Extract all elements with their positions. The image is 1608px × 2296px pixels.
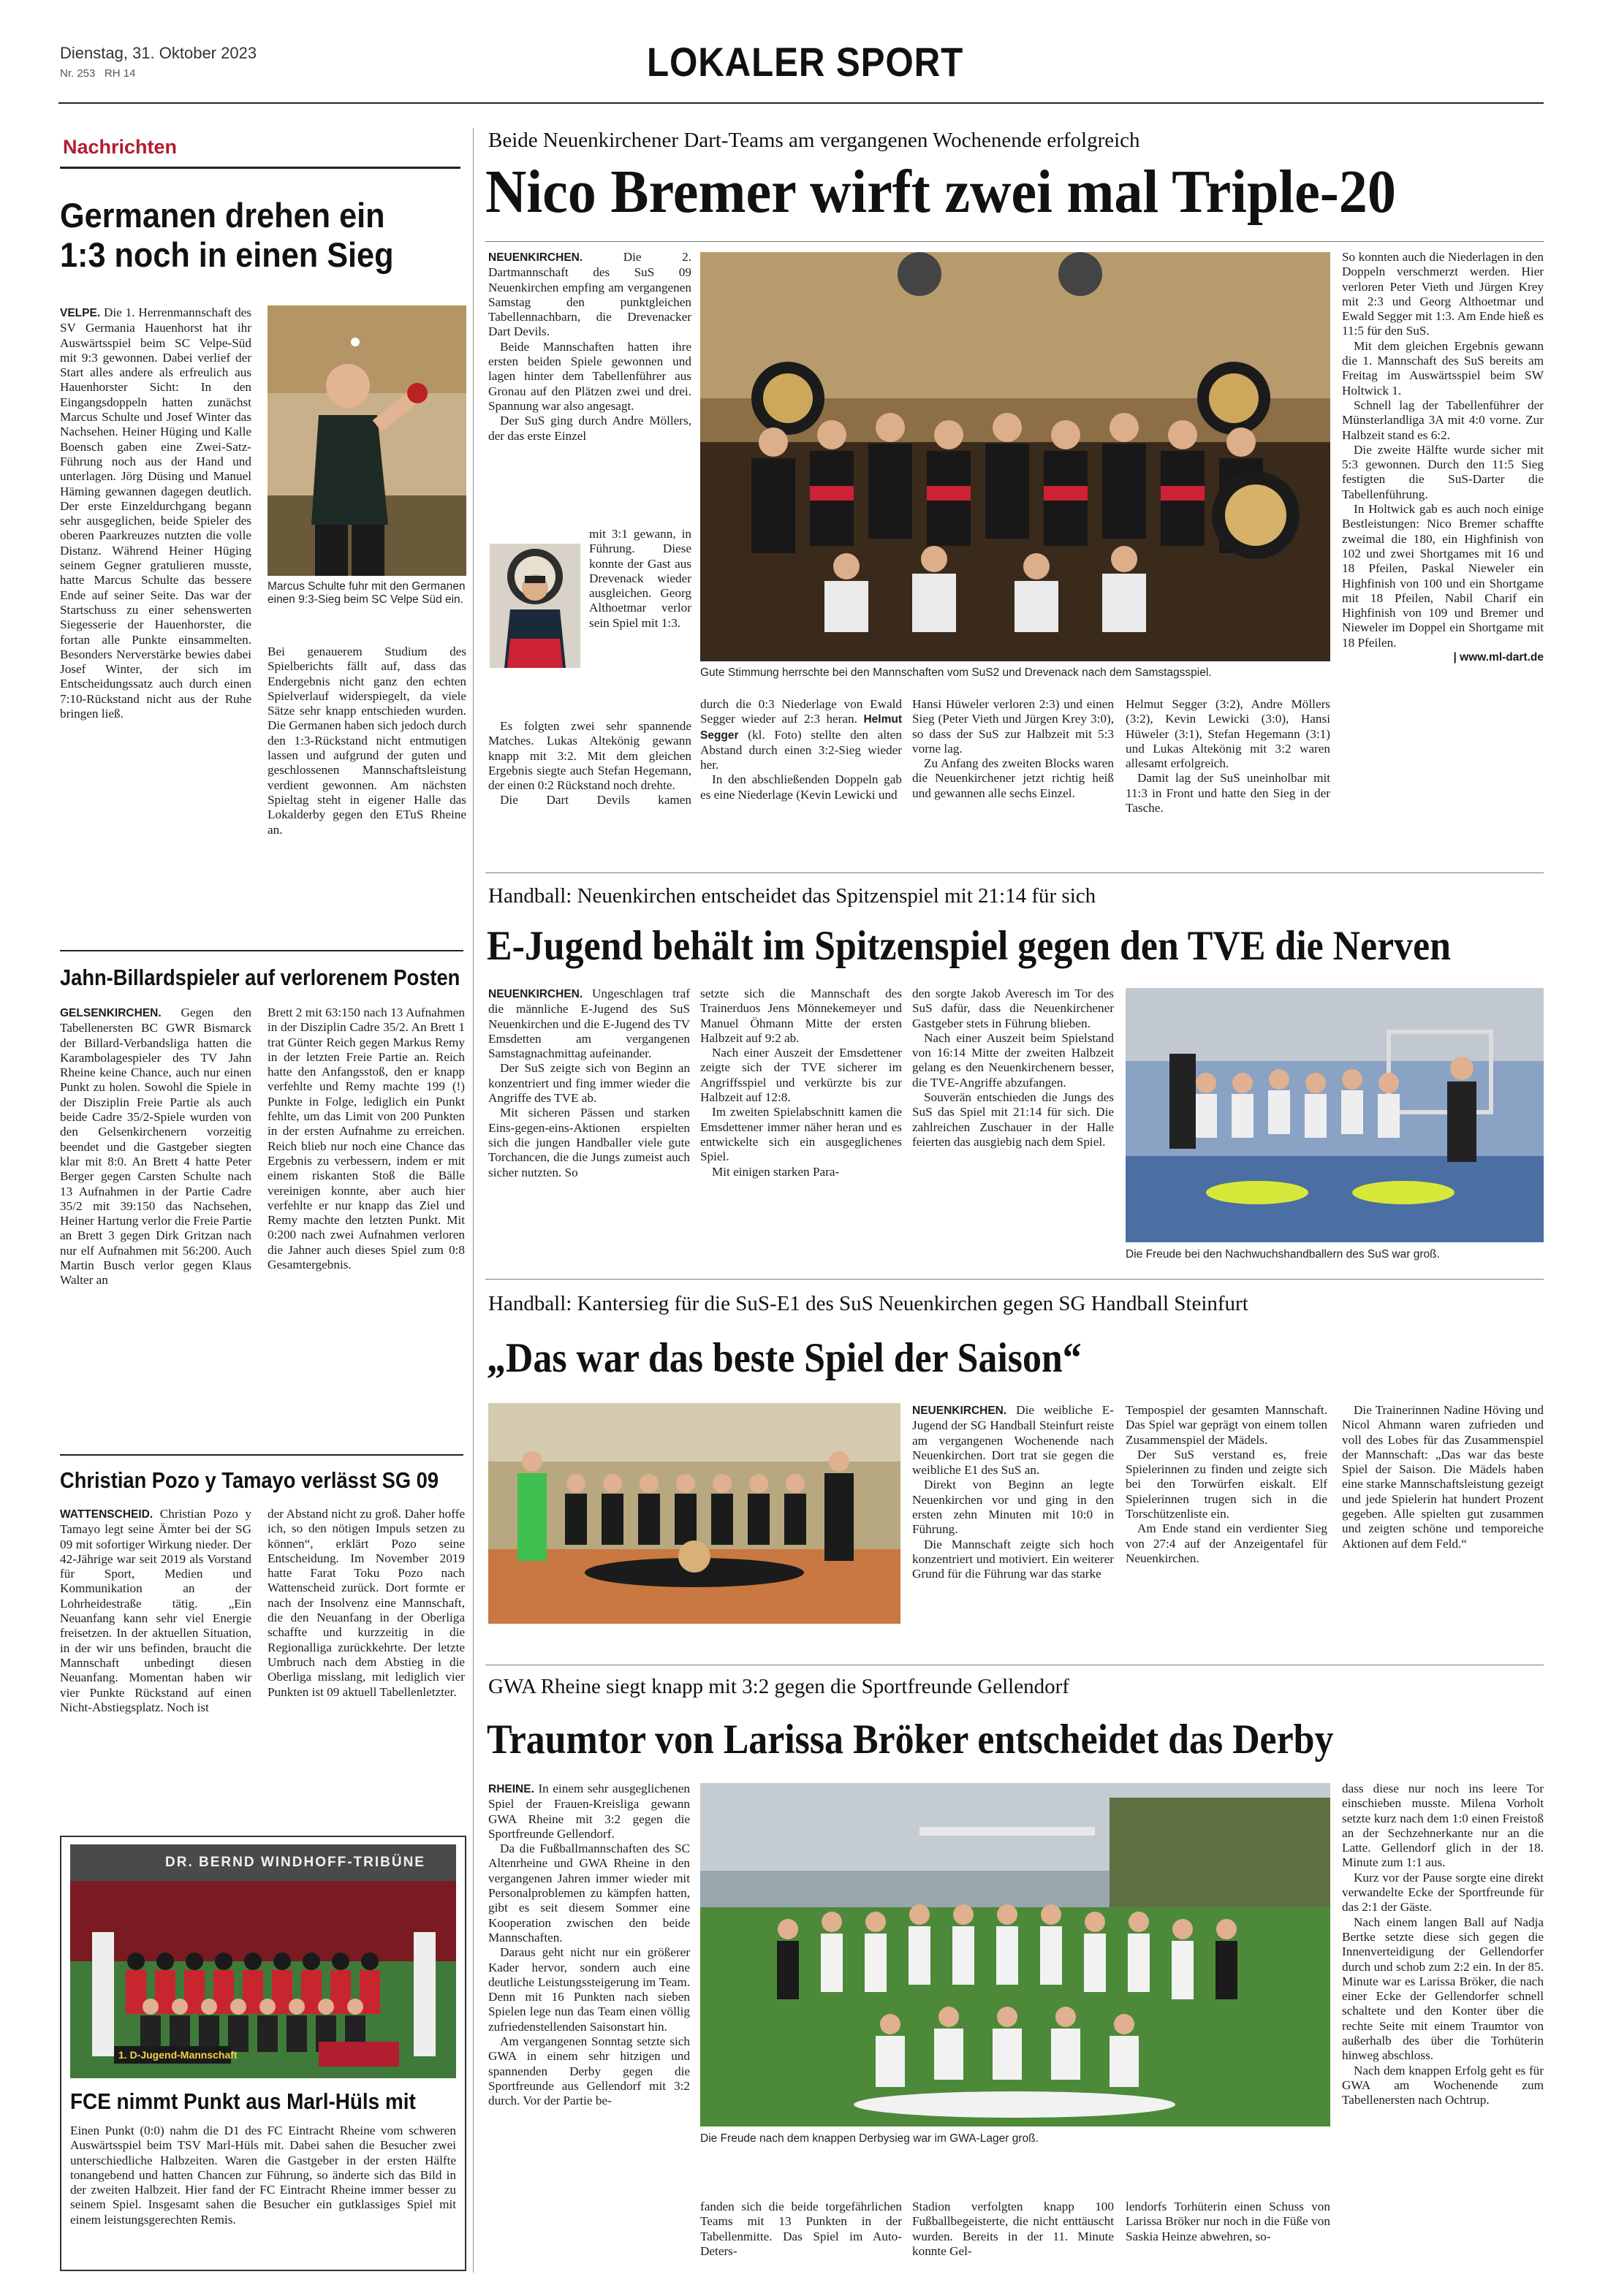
hb1-col2: [700, 987, 902, 1179]
hb1-col3: [912, 987, 1114, 1149]
dart-kicker: Beide Neuenkirchener Dart-Teams am vergangenen Wochenende erfolgreich: [488, 129, 1140, 152]
body-text: Die 1. Herrenmannschaft des SV Germania Hauenhorst hat ihr Auswärtsspiel beim SC Velpe-Süd mit 9:3 gewonnen. Dabei verlief der Start alles andere als erfreulich aus Hauenhorster Sicht: In den Eingangsdoppeln hatten zunächst Marcus Schulte und Josef Winter das Nachsehen. Heiner Hüging und Kalle Boensch gaben eine Zwei-Satz-Führung noch aus der Hand und unterlagen. Jörg Düsing und Manuel Häming gewannen dagegen deutlich. Der erste Einzeldurchgang begann sehr ausgeglichen, beide Spieler des oberen Paarkreuzes nutzten die volle Distanz. Während Heiner Hüging seinem Gegner gratulieren musste, hatte Marcus Schulte das bessere Ende auf seiner Seite. Das war der Startschuss zu einer sehenswerten Siegesserie der Hauenhorster, die fortan alle Punkte einsammelten. Besonders Nerverstärke bewies dabei Josef Winter, der sich im Entscheidungssatz auch durch einen 7:10-Rückstand nicht aus der Ruhe bringen ließ.: [60, 305, 251, 721]
gwa-col-right: [1342, 1782, 1544, 2108]
hb1-col1: [488, 987, 690, 1180]
issue-number: Nr. 253: [60, 67, 96, 80]
body-text: Die Dart Devils kamen: [500, 793, 691, 807]
nachrichten-label: Nachrichten: [63, 136, 178, 158]
body-text: Der SuS ging durch Andre Möllers, der das erste Einzel: [488, 414, 691, 443]
gwa-kicker: GWA Rheine siegt knapp mit 3:2 gegen die Sportfreunde Gellendorf: [488, 1675, 1069, 1698]
header-date: Dienstag, 31. Oktober 2023: [60, 44, 257, 62]
dart-col4: [1126, 697, 1330, 816]
dateline: WATTENSCHEID.: [60, 1508, 153, 1521]
body-text: Am vergangenen Sonntag setzte sich GWA in einem sehr hitzigen und spannenden Derby gegen die Sportfreunde aus Gellendorf mit 3:2 durch. Vor der Partie be-: [488, 2034, 690, 2108]
body-text: Nach einem langen Ball auf Nadja Bertke setzte diese sich gegen die Innenverteidigung der Gellendorfer durch und schob zum 2:2 ein. In der 85. Minute war es Larissa Bröker, die nach einer Ecke der Gellendorfer schnell schaltete und den Konter über die rechte Seite mit einem Traumtor von außerhalb des über die Torhüterin hinweg abschloss.: [1342, 1915, 1544, 2063]
body-text: Direkt von Beginn an legte Neuenkirchen vor und ging in den ersten zehn Minuten mit 10:0 in Führung.: [912, 1478, 1114, 1537]
body-text: Kurz vor der Pause sorgte eine direkt verwandelte Ecke der Sportfreunde für das 2:1 der Gäste.: [1342, 1870, 1544, 1915]
body-text: den sorgte Jakob Averesch im Tor des SuS dafür, dass die Neuenkirchener Gastgeber stets in Führung blieben.: [912, 987, 1114, 1030]
article-body2-germanen: Bei genauerem Studium des Spielberichts fällt auf, dass das Endergebnis nicht ganz den echten Spielverlauf widerspiegelt, da viele Sätze sehr knapp entschieden wurden. Die Germanen haben sich jedoch durch den 1:3-Rückstand nicht entmutigen lassen und aufgrund der guten und geschlossenen Mannschaftsleistung verdient gewonnen. Am nächsten Spieltag steht in eigener Halle das Lokalderby gegen den ETuS Rheine an.: [268, 645, 466, 837]
body-text: Helmut Segger (3:2), Andre Möllers (3:2), Kevin Lewicki (3:0), Hansi Hüweler (3:1), Stefan Hegemann (3:1) und Lukas Altekönig mit 3:2 waren allesamt erfolgreich.: [1126, 697, 1330, 771]
dart-col1-top: [488, 250, 691, 444]
body-text: (kl. Foto) stellte den alten Abstand durch einen 3:2-Sieg wieder her.: [700, 727, 903, 772]
body-text: Zu Anfang des zweiten Blocks waren die Neuenkirchener jetzt richtig heiß und gewannen alle sechs Einzel.: [912, 756, 1114, 800]
body-text: Im zweiten Spielabschnitt kamen die Emsdettener immer näher heran und es entwickelte sich ein ausgeglichenes Spiel.: [700, 1105, 902, 1164]
body-text: Tempospiel der gesamten Mannschaft. Das Spiel war geprägt von einem tollen Zusammenspiel der Mädels.: [1126, 1403, 1327, 1447]
dart-col2: [700, 697, 902, 802]
body-text: Am Ende stand ein verdienter Sieg von 27:4 auf der Anzeigentafel für Neuenkirchen.: [1126, 1521, 1327, 1565]
divider: [485, 1279, 1544, 1280]
photo-caption-hb1: Die Freude bei den Nachwuchshandballern des SuS war groß.: [1126, 1248, 1440, 1261]
article-body-germanen: [60, 305, 251, 721]
body-text: Es folgten zwei sehr spannende Matches. Lukas Altekönig gewann knapp mit 3:2. Mit dem gleichen Ergebnis siegte auch Stefan Hegemann, der einen 0:2 Rückstand noch drehte.: [488, 719, 691, 793]
dateline: RHEINE.: [488, 1783, 534, 1795]
photo-dart-player: [490, 544, 580, 668]
team-sign: 1. D-Jugend-Mannschaft: [118, 2049, 238, 2061]
article-body2-pozo: der Abstand nicht zu groß. Daher hoffe ich, so den nötigen Impuls setzen zu können“, erklärt Pozo seine Entscheidung. Im November 2019 hatte Farat Toku Pozo nach Wattenscheid zurück. Dort formte er nach der Insolvenz eine Mannschaft, die den Neuanfang in der Oberliga schaffte und kurzzeitig in die Regionalliga zurückkehrte. Der letzte Umbruch nach dem Abstieg in die Oberliga misslang, mit lediglich vier Punkten ist 09 aktuell Tabellenletzter.: [268, 1507, 465, 1699]
body-text: Mit sicheren Pässen und starken Eins-gegen-eins-Aktionen erspielten sich die jungen Handballer viele gute Torchancen, die die Jungs zumeist auch sicher nutzten. So: [488, 1106, 690, 1179]
page-code: RH 14: [104, 67, 136, 80]
body-text: Die Trainerinnen Nadine Höving und Nicol Ahmann waren zufrieden und voll des Lobes für das Zusammenspiel der Mannschaft: „Das war das beste Spiel der Saison. Die Mädels haben eine starke Mannschaftsleistung gezeigt und jede Spielerin hat hundert Prozent gegeben. Alle spielten gut zusammen und zeigten schöne und temporeiche Aktionen auf dem Feld.“: [1342, 1403, 1544, 1551]
dateline: VELPE.: [60, 307, 101, 319]
divider: [60, 1454, 463, 1456]
body-text: Die 2. Dartmannschaft des SuS 09 Neuenkirchen empfing am vergangenen Samstag den punktgleichen Tabellennachbarn, die Drevenacker Dart Devils.: [488, 250, 691, 339]
dart-headline: Nico Bremer wirft zwei mal Triple-20: [485, 158, 1396, 226]
body-text: Beide Mannschaften hatten ihre ersten beiden Spiele gewonnen und lagen hinter dem Tabellenführer aus Gronau auf den Plätzen zwei und drei. Spannung war also angesagt.: [488, 339, 691, 413]
photo-fce-team: [70, 1844, 456, 2078]
gwa-col2: fanden sich die beide torgefährlichen Teams mit 13 Punkten in der Tabellenmitte. Das Spiel im Auto-Deters-: [700, 2200, 902, 2258]
photo-credit: Helmut Segger: [700, 713, 902, 742]
hb1-headline: E-Jugend behält im Spitzenspiel gegen den TVE die Nerven: [487, 923, 1451, 969]
body-text: setzte sich die Mannschaft des Trainerduos Jens Mönnekemeyer und Manuel Öhmann Mitte der ersten Halbzeit auf 9:2 ab.: [700, 987, 902, 1045]
article-body-pozo: [60, 1507, 251, 1715]
article-title-billard: Jahn-Billardspieler auf verlorenem Posten: [60, 965, 460, 990]
dateline: GELSENKIRCHEN.: [60, 1007, 162, 1019]
body-text: Die weibliche E-Jugend der SG Handball Steinfurt reiste am vergangenen Wochenende nach Neuenkirchen. Dort trat sie gegen die weibliche E1 des SuS an.: [912, 1403, 1114, 1478]
dart-col-right: [1342, 250, 1544, 665]
body-text: Nach einer Auszeit beim Spielstand von 16:14 Mitte der zweiten Halbzeit gelang es den Neuenkirchenern besser, die TVE-Angriffe abzufangen.: [912, 1030, 1114, 1090]
body-text: Nach dem knappen Erfolg geht es für GWA am Wochenende zum Tabellenersten nach Ochtrup.: [1342, 2063, 1544, 2107]
stadium-banner: DR. BERND WINDHOFF-TRIBÜNE: [165, 1855, 425, 1870]
body-text: dass diese nur noch ins leere Tor einschieben musste. Milena Vorholt setzte kurz nach dem 1:0 einen Freistoß an der Sechzehnerkante nur an die Latte. Gellendorf glich in der 18. Minute zum 1:1 aus.: [1342, 1782, 1544, 1870]
hb2-col1: [912, 1403, 1114, 1582]
left-column-divider: [473, 128, 474, 2273]
dateline: NEUENKIRCHEN.: [488, 988, 583, 1000]
body-text: In einem sehr ausgeglichenen Spiel der Frauen-Kreisliga gewann GWA Rheine mit 3:2 gegen die Sportfreunde Gellendorf.: [488, 1782, 690, 1841]
body-text: In Holtwick gab es auch noch einige Bestleistungen: Nico Bremer schaffte zweimal die 180, ein Highfinish von 102 und zwei Shortgames mit 16 und 18 Pfeilen, Paskal Nieweler ein Highfinish von 100 und ein Shortgame mit 18 Pfeilen, Nabil Charif ein Highfinish von 109 und Bremer und Nieweler im Doppel ein Shortgame mit 18 Pfeilen.: [1342, 502, 1544, 650]
photo-handball-girls: [488, 1403, 900, 1624]
body-text: Der SuS zeigte sich von Beginn an konzentriert und fing immer wieder die Angriffe des TVE ab.: [488, 1061, 690, 1106]
photo-handball-boys: [1126, 988, 1544, 1242]
article-title-fce: FCE nimmt Punkt aus Marl-Hüls mit: [70, 2088, 416, 2114]
body-text: Souverän entschieden die Jungs des SuS das Spiel mit 21:14 für sich. Die zahlreichen Zuschauer in der Halle feierten das ausgiebig nach dem Spiel.: [912, 1090, 1114, 1149]
header-issue: [60, 67, 135, 80]
dart-col3: [912, 697, 1114, 801]
article-body2-billard: Brett 2 mit 63:150 nach 13 Aufnahmen in der Disziplin Cadre 35/2. An Brett 1 trat Günter Reich gegen Markus Remy in der letzten Freie Partie an. Reich hatte den Anfangsstoß, den er knapp verfehlte und Remy machte 199 (!) Punkte in Folge, lediglich ein Punkt fehlte, um das Limit von 200 Punkten in der ersten Aufnahme zu erreichen. Reich blieb nur noch eine Chance das Ergebnis zu verbessern, indem er mit einem riskanten Stoß die Bälle vereinigen konnte, aber auch hier verfehlte er nur knapp das Ziel und Remy machte den letzten Punkt. Mit 0:200 nach zwei Aufnahmen verloren die Jahner auch dieses Spiel zum 0:8 Gesamtergebnis.: [268, 1006, 465, 1272]
nachrichten-rule: [60, 167, 460, 169]
photo-caption-germanen: Marcus Schulte fuhr mit den Germanen einen 9:3-Sieg beim SC Velpe Süd ein.: [268, 580, 466, 606]
body-text: Da die Fußballmannschaften des SC Altenrheine und GWA Rheine in den vergangenen Jahren immer wieder mit Personalproblemen zu kämpfen hatten, gibt es seit diesem Sommer eine Kooperation zwischen den beide Mannschaften.: [488, 1841, 690, 1945]
body-text: Ungeschlagen traf die männliche E-Jugend des SuS Neuenkirchen und die E-Jugend des TV Emsdetten am vergangenen Samstagnachmittag aufeinander.: [488, 987, 690, 1061]
body-text: So konnten auch die Niederlagen in den Doppeln verschmerzt werden. Hier verloren Peter Vieth und Jürgen Krey mit 2:3 und Georg Althoetmar und Ewald Segger mit 1:3. Am Ende hieß es 11:5 für den SuS.: [1342, 250, 1544, 338]
gwa-col3: Stadion verfolgten knapp 100 Fußballbegeisterte, die nicht enttäuscht wurden. Bereits in der 11. Minute konnte Gel-: [912, 2200, 1114, 2258]
photo-table-tennis: [268, 305, 466, 576]
dart-col1-wrap: mit 3:1 gewann, in Führung. Diese konnte der Gast aus Drevenack wieder ausgleichen. Georg Althoetmar verlor sein Spiel mit 1:3.: [589, 527, 691, 630]
hb1-kicker: Handball: Neuenkirchen entscheidet das Spitzenspiel mit 21:14 für sich: [488, 884, 1096, 908]
article-body-billard: [60, 1006, 251, 1288]
body-text: Hansi Hüweler verloren 2:3) und einen Sieg (Peter Vieth und Jürgen Krey 3:0), so dass der SuS zur Halbzeit mit 5:3 vorne lag.: [912, 697, 1114, 756]
article-title-germanen: Germanen drehen ein 1:3 noch in einen Sieg: [60, 196, 394, 274]
photo-dart-teams: [700, 252, 1330, 661]
body-text: Gegen den Tabellenersten BC GWR Bismarck der Billard-Verbandsliga hatten die Karambolagespieler des TV Jahn Rheine keine Chance, auch nur einen Punkt zu holen. Sowohl die Spiele in der Disziplin Freie Partie als auch beide Cadre 35/2-Spiele wurden von den Gelsenkirchenern vorzeitig beendet und die Gastgeber siegten klar mit 8:0. An Brett 4 hatte Peter Berger gegen Carsten Schulte nach 13 Aufnahmen in der Partie Cadre 35/2 mit 39:150 das Nachsehen, Heiner Hartung verlor die Freie Partie an Brett 3 gegen Dirk Gritzan nach nur elf Aufnahmen mit 56:200. Auch Martin Busch verlor gegen Klaus Walter an: [60, 1006, 252, 1288]
article-title-pozo: Christian Pozo y Tamayo verlässt SG 09: [60, 1467, 439, 1493]
body-text: Mit dem gleichen Ergebnis gewann die 1. Mannschaft des SuS bereits am Freitag im Auswärtsspiel beim SW Holtwick 1.: [1342, 338, 1544, 398]
body-text: Schnell lag der Tabellenführer der Münsterlandliga 3A mit 4:0 vorne. Zur Halbzeit stand es 6:2.: [1342, 398, 1544, 442]
body-text: Die Mannschaft zeigte sich hoch konzentriert und motiviert. Ein weiterer Grund für die Führung war das starke: [912, 1537, 1114, 1581]
section-title: LOKALER SPORT: [647, 39, 964, 85]
hb2-headline: „Das war das beste Spiel der Saison“: [487, 1335, 1082, 1381]
body-text: In den abschließenden Doppeln gab es eine Niederlage (Kevin Lewicki und: [700, 772, 902, 802]
photo-caption-gwa: Die Freude nach dem knappen Derbysieg war im GWA-Lager groß.: [700, 2132, 1039, 2145]
body-text: durch die 0:3 Niederlage von Ewald Segger wieder auf 2:3 heran.: [700, 697, 902, 726]
source-link[interactable]: | www.ml-dart.de: [1453, 651, 1544, 664]
photo-caption-dart: Gute Stimmung herrschte bei den Mannschaften vom SuS2 und Drevenack nach dem Samstagsspiel.: [700, 666, 1212, 679]
body-text: Daraus geht nicht nur ein größerer Kader hervor, sondern auch eine deutliche Leistungssteigerung im Team. Denn mit 16 Punkten nach sieben Spielen lege nun das Team einen völlig zufriedenstellenden Saisonstart hin.: [488, 1945, 690, 2034]
hb2-col3: [1342, 1403, 1544, 1551]
body-text: Christian Pozo y Tamayo legt seine Ämter bei der SG 09 mit sofortiger Wirkung nieder. Der 42-Jährige war seit 2019 als Vorstand für Sport, Medien und Kommunikation an der Lohrheidestraße tätig. „Ein Neuanfang kann sehr viel Energie freisetzen. In der aktuellen Situation, in der wir uns befinden, braucht die Mannschaft unbedingt diesen Neuanfang. Momentan haben wir vier Punkte Rückstand auf einen Nicht-Abstiegsplatz. Noch ist: [60, 1507, 251, 1714]
dateline: NEUENKIRCHEN.: [488, 251, 583, 264]
photo-gwa-team: [700, 1783, 1330, 2126]
gwa-col1: [488, 1782, 690, 2109]
body-text: Damit lag der SuS uneinholbar mit 11:3 in Front und hatte den Sieg in der Tasche.: [1126, 771, 1330, 816]
dart-col1-bottom: [488, 719, 691, 808]
body-text: Mit einigen starken Para-: [712, 1164, 840, 1179]
body-text: Der SuS verstand es, freie Spielerinnen zu finden und zeigte sich bei den Torwürfen eiskalt. Elf Spielerinnen trugen sich in die Torschützenliste ein.: [1126, 1447, 1327, 1521]
gwa-col4: lendorfs Torhüterin einen Schuss von Larissa Bröker nur noch in die Füße von Saskia Heinze abwehren, so-: [1126, 2200, 1330, 2243]
header-rule: [58, 102, 1544, 104]
hb2-kicker: Handball: Kantersieg für die SuS-E1 des SuS Neuenkirchen gegen SG Handball Steinfurt: [488, 1292, 1248, 1315]
body-text: Nach einer Auszeit der Emsdettener zeigte sich der TVE sicherer im Angriffsspiel und verkürzte bis zur Halbzeit auf 12:8.: [700, 1046, 902, 1105]
hb2-col2: [1126, 1403, 1327, 1566]
divider: [60, 950, 463, 951]
dateline: NEUENKIRCHEN.: [912, 1404, 1007, 1417]
dart-rule: [485, 241, 1544, 242]
body-text: Die zweite Hälfte wurde sicher mit 5:3 gewonnen. Durch den 11:5 Sieg festigten die SuS-Darter die Tabellenführung.: [1342, 442, 1544, 501]
article-body-fce: Einen Punkt (0:0) nahm die D1 des FC Eintracht Rheine vom schweren Auswärtsspiel beim TSV Marl-Hüls mit. Dabei sahen die Besucher zwei unterschiedliche Halbzeiten. Waren die Gastgeber in der ersten Hälfte tonangebend und hatten Chancen zur Führung, so änderte sich das Bild in der zweiten Halbzeit. Hier fand der FC Eintracht Rheine immer besser zu seinem Spiel. Insgesamt sahen die Besucher ein gutklassiges Spiel mit einem leistungsgerechten Remis.: [70, 2124, 456, 2227]
gwa-headline: Traumtor von Larissa Bröker entscheidet das Derby: [487, 1717, 1334, 1763]
